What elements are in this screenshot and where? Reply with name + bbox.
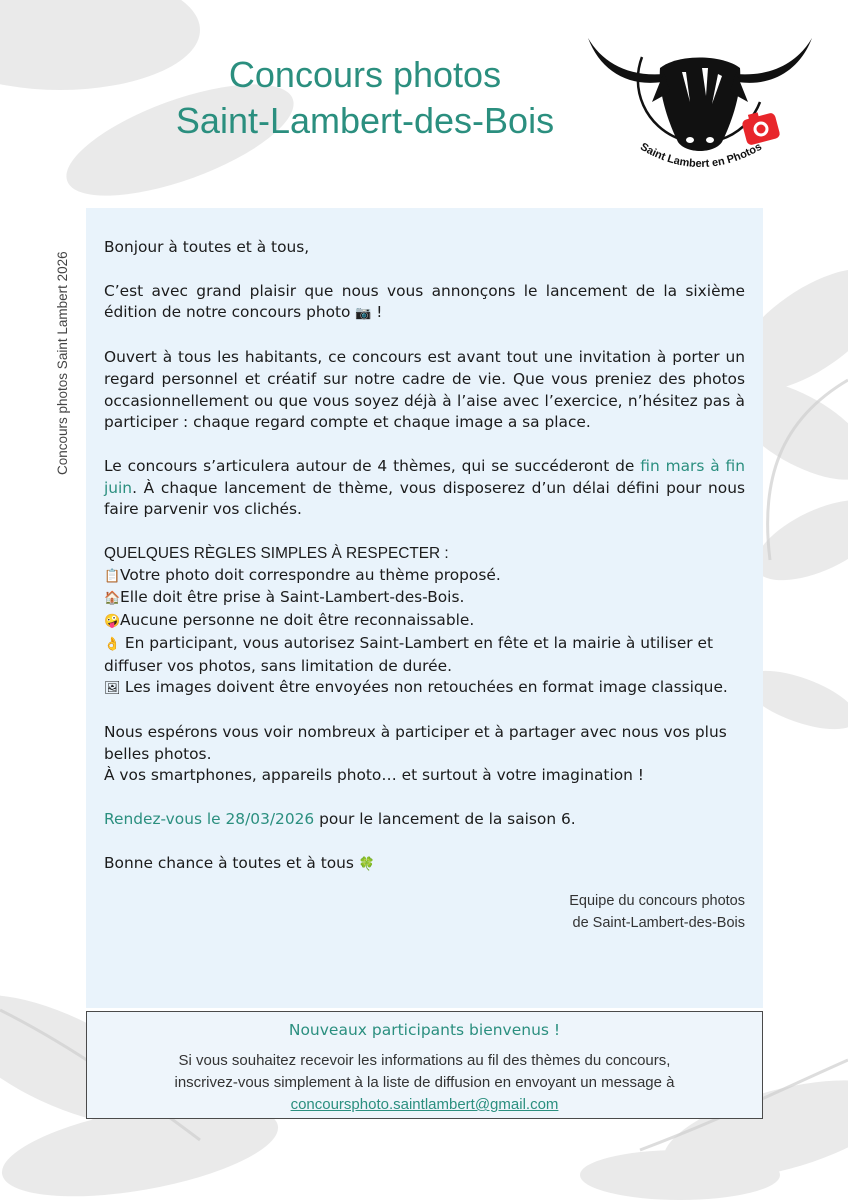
title-line-2: Saint-Lambert-des-Bois bbox=[175, 100, 555, 141]
right-horn bbox=[736, 38, 812, 83]
paragraph-closing-2: À vos smartphones, appareils photo… et surtout à votre imagination ! bbox=[104, 766, 644, 785]
camera-icon bbox=[741, 112, 781, 146]
paragraph-invitation: Ouvert à tous les habitants, ce concours est avant tout une invitation à porter un regard personnel et créatif sur notre cadre de vie. Que vous preniez des photos occasionnellement ou que vous soyez déjà à l’aise avec l’exercice, n’hésitez pas à participer : chaque regard compte et chaque image a sa place. bbox=[104, 348, 745, 432]
paragraph-launch: Rendez-vous le 28/03/2026 pour le lancement de la saison 6. bbox=[104, 810, 576, 829]
camera-emoji-icon: 📷 bbox=[355, 306, 372, 322]
four-leaf-clover-icon: 🍀 bbox=[358, 856, 376, 872]
newcomers-title: Nouveaux participants bienvenus ! bbox=[288, 1021, 561, 1039]
signature: Equipe du concours photos de Saint-Lambert-des-Bois bbox=[569, 893, 745, 932]
page-title bbox=[100, 52, 630, 144]
rule-item: 🏠Elle doit être prise à Saint-Lambert-des-Bois. bbox=[104, 587, 745, 610]
letter-box bbox=[86, 208, 763, 1008]
paragraph-intro: C’est avec grand plaisir que nous vous annonçons le lancement de la sixième édition de notre concours photo 📷 ! bbox=[104, 281, 745, 325]
rule-item: 📋Votre photo doit correspondre au thème proposé. bbox=[104, 565, 745, 588]
rule-item: 👌 En participant, vous autorisez Saint-Lambert en fête et la mairie à utiliser et diffuser vos photos, sans limitation de durée. bbox=[104, 633, 714, 675]
contact-email-link[interactable]: concoursphoto.saintlambert@gmail.com bbox=[290, 1096, 559, 1113]
themes-period: fin mars à fin juin bbox=[104, 456, 746, 497]
picture-icon: 🖼 bbox=[104, 681, 121, 697]
launch-date: Rendez-vous le 28/03/2026 bbox=[104, 810, 315, 829]
rule-item: 🤪Aucune personne ne doit être reconnaissable. bbox=[104, 610, 745, 633]
rules-title: QUELQUES RÈGLES SIMPLES À RESPECTER : bbox=[104, 545, 449, 563]
left-horn bbox=[588, 38, 664, 83]
newcomers-text: Si vous souhaitez recevoir les informations au fil des thèmes du concours, inscrivez-vous simplement à la liste de diffusion en envoyant un message à concoursphoto.saintlambert@gmail.com bbox=[174, 1052, 675, 1113]
clipboard-icon: 📋 bbox=[104, 568, 121, 584]
logo-caption: Saint Lambert en Photos bbox=[638, 140, 764, 171]
paragraph-good-luck: Bonne chance à toutes et à tous 🍀 bbox=[104, 853, 745, 876]
highland-cow-icon bbox=[652, 58, 748, 152]
title-line-1: Concours photos bbox=[228, 54, 502, 95]
zany-face-icon: 🤪 bbox=[104, 614, 121, 630]
paragraph-themes: Le concours s’articulera autour de 4 thèmes, qui se succéderont de fin mars à fin juin. À chaque lancement de thème, vous disposerez d’un délai défini pour nous faire parvenir vos clichés. bbox=[104, 456, 746, 519]
greeting: Bonjour à toutes et à tous, bbox=[104, 238, 310, 256]
ok-hand-icon: 👌 bbox=[104, 636, 121, 652]
paragraph-closing-1: Nous espérons vous voir nombreux à participer et à partager avec nous vos plus belles photos. bbox=[104, 722, 727, 763]
house-icon: 🏠 bbox=[104, 591, 121, 607]
side-label: Concours photos Saint Lambert 2026 bbox=[55, 251, 70, 475]
newcomers-box bbox=[86, 1011, 763, 1119]
rule-item: 🖼 Les images doivent être envoyées non retouchées en format image classique. bbox=[104, 677, 745, 700]
saint-lambert-en-photos-logo bbox=[582, 32, 818, 182]
